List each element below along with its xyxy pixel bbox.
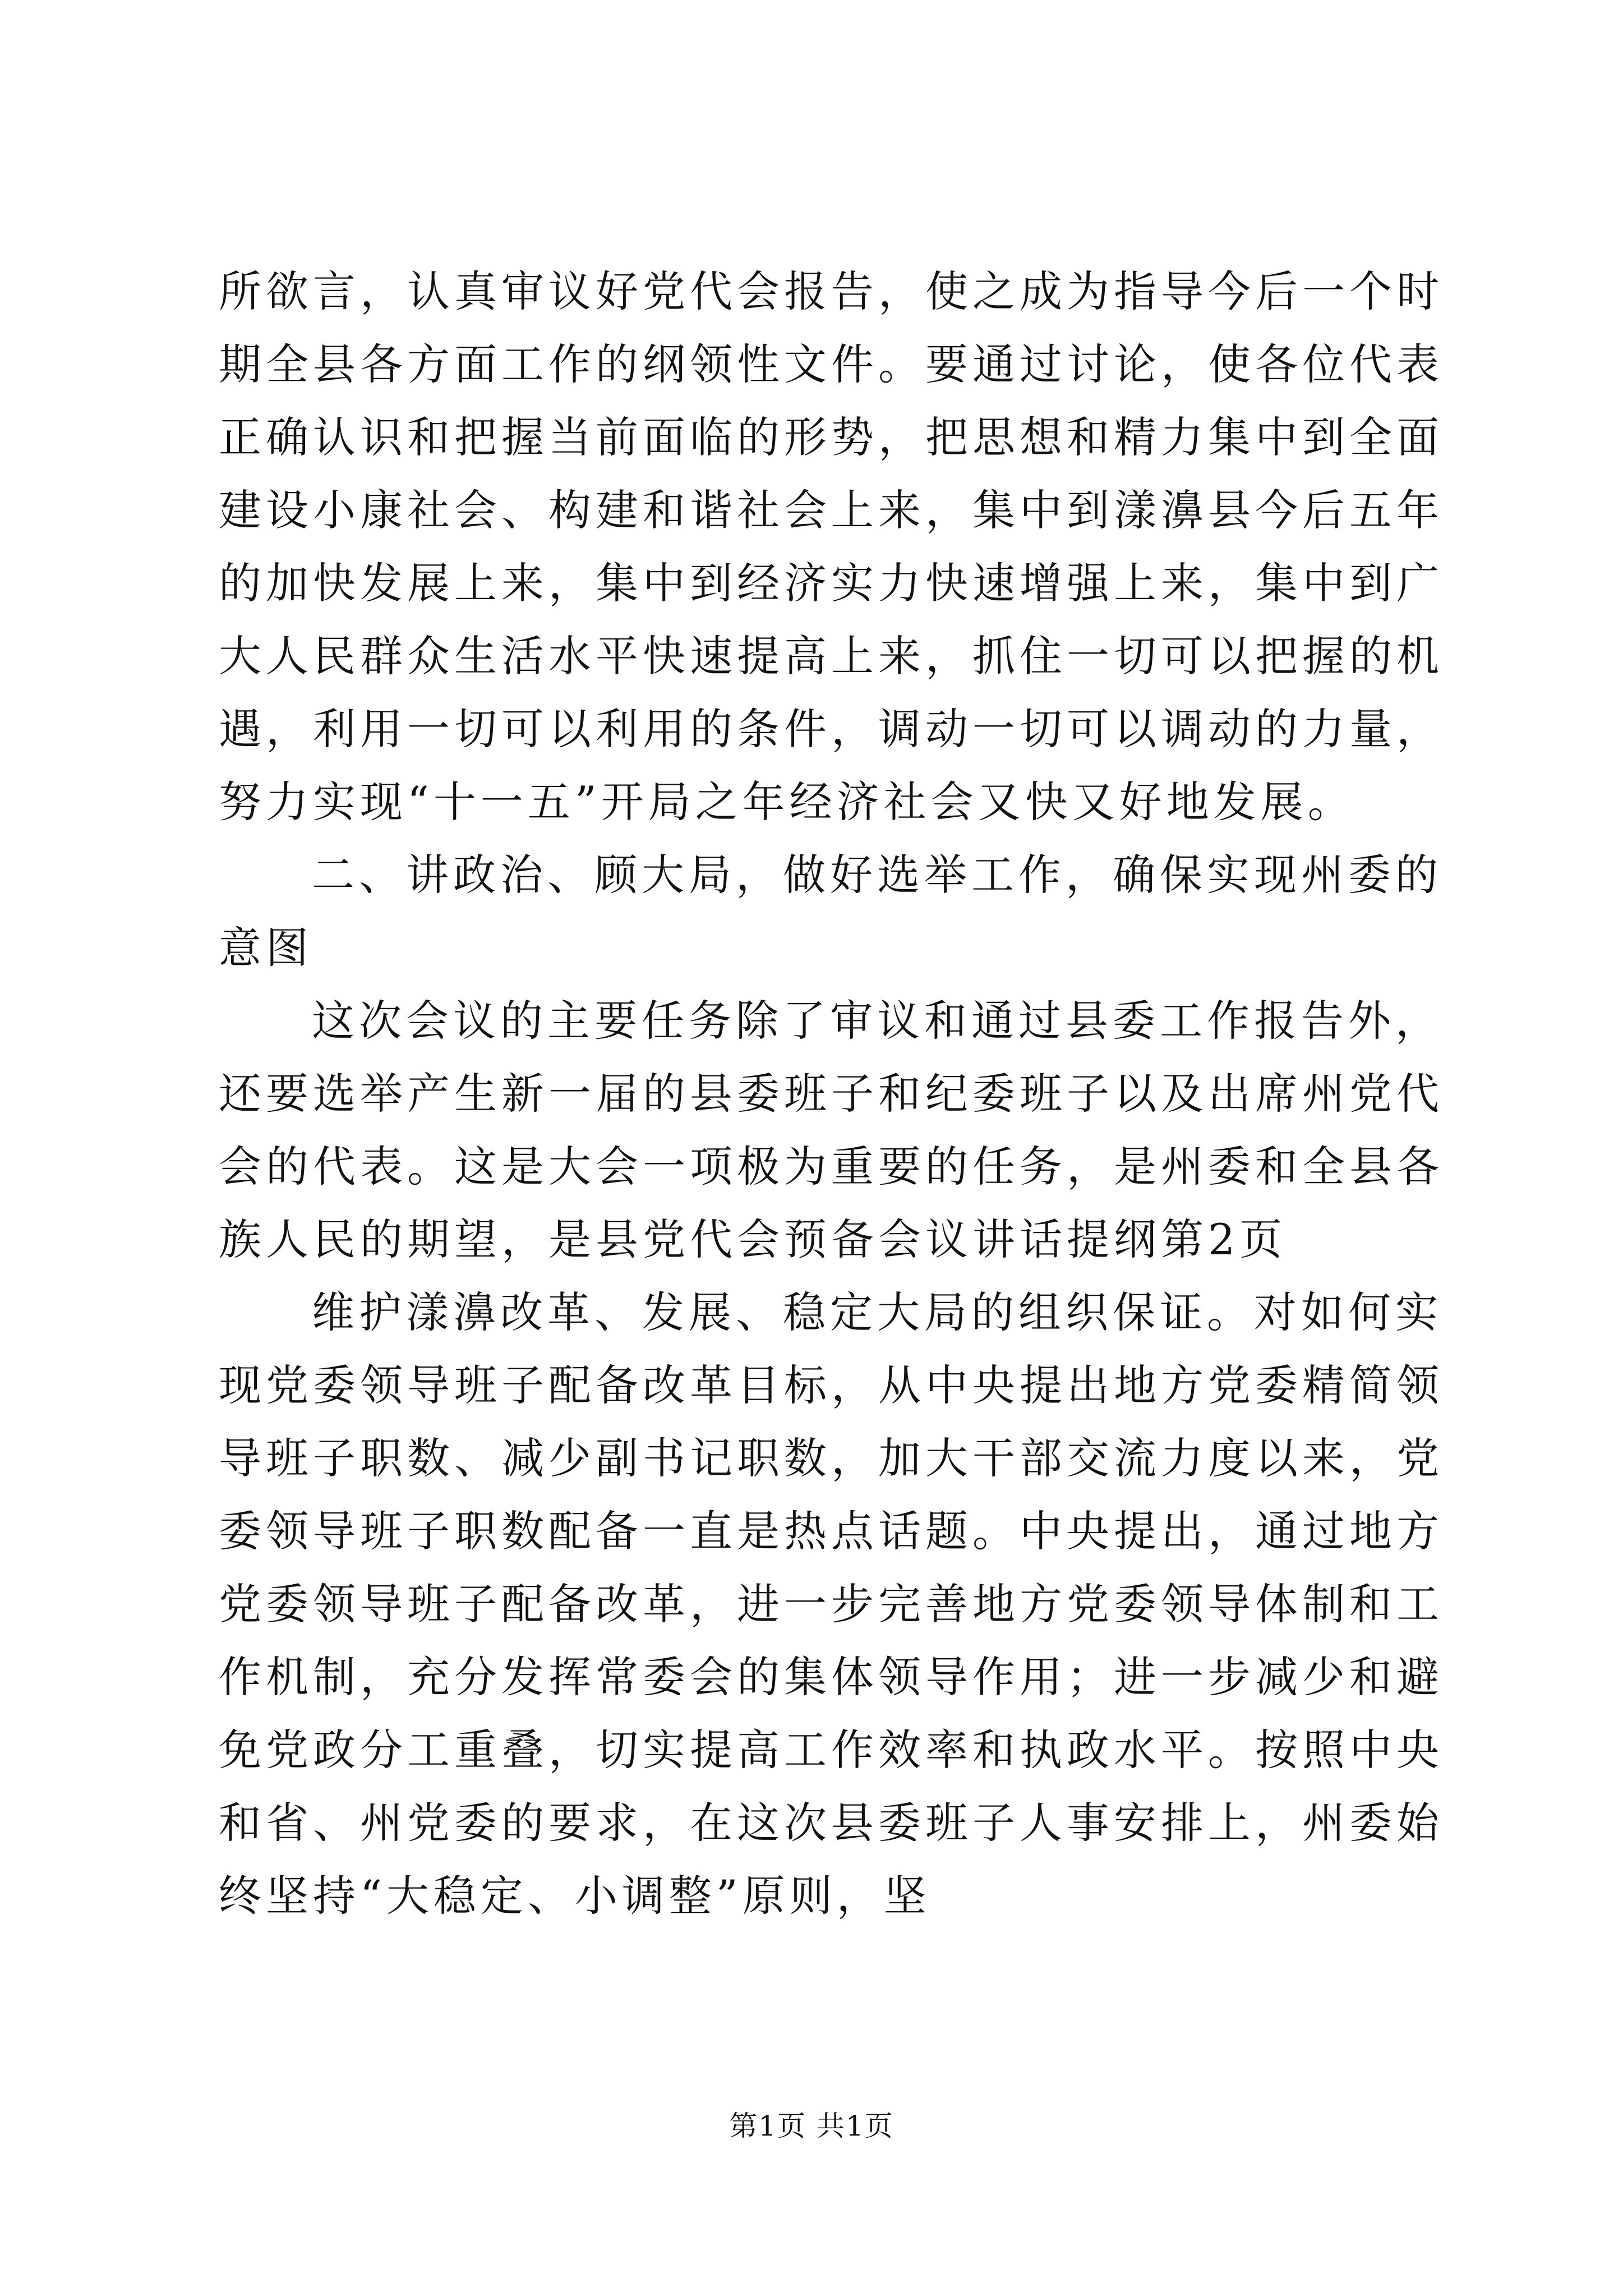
section-heading: 二、讲政治、顾大局，做好选举工作，确保实现州委的意图 bbox=[219, 850, 1442, 973]
paragraph: 维护漾濞改革、发展、稳定大局的组织保证。对如何实现党委领导班子配备改革目标，从中央提出地方党委精简领导班子职数、减少副书记职数，加大干部交流力度以来，党委领导班子职数配备一直是热点话题。中央提出，通过地方党委领导班子配备改革，进一步完善地方党委领导体制和工作机制，充分发挥常委会的集体领导作用；进一步减少和避免党政分工重叠，切实提高工作效率和执政水平。按照中央和省、州党委的要求，在这次县委班子人事安排上，州委始终坚持“大稳定、小调整”原则，坚 bbox=[219, 1287, 1444, 1921]
paragraph: 这次会议的主要任务除了审议和通过县委工作报告外，还要选举产生新一届的县委班子和纪委班子以及出席州党代会的代表。这是大会一项极为重要的任务，是州委和全县各族人民的期望，是县党代会预备会议讲话提纲第2页 bbox=[219, 996, 1444, 1264]
paragraph-continuation: 所欲言，认真审议好党代会报告，使之成为指导今后一个时期全县各方面工作的纲领性文件。要通过讨论，使各位代表正确认识和把握当前面临的形势，把思想和精力集中到全面建设小康社会、构建和谐社会上来，集中到漾濞县今后五年的加快发展上来，集中到经济实力快速增强上来，集中到广大人民群众生活水平快速提高上来，抓住一切可以把握的机遇，利用一切可以利用的条件，调动一切可以调动的力量，努力实现“十一五”开局之年经济社会又快又好地发展。 bbox=[219, 266, 1444, 827]
page-footer: 第1页 共1页 bbox=[729, 2110, 894, 2142]
document-body bbox=[219, 255, 1461, 1932]
